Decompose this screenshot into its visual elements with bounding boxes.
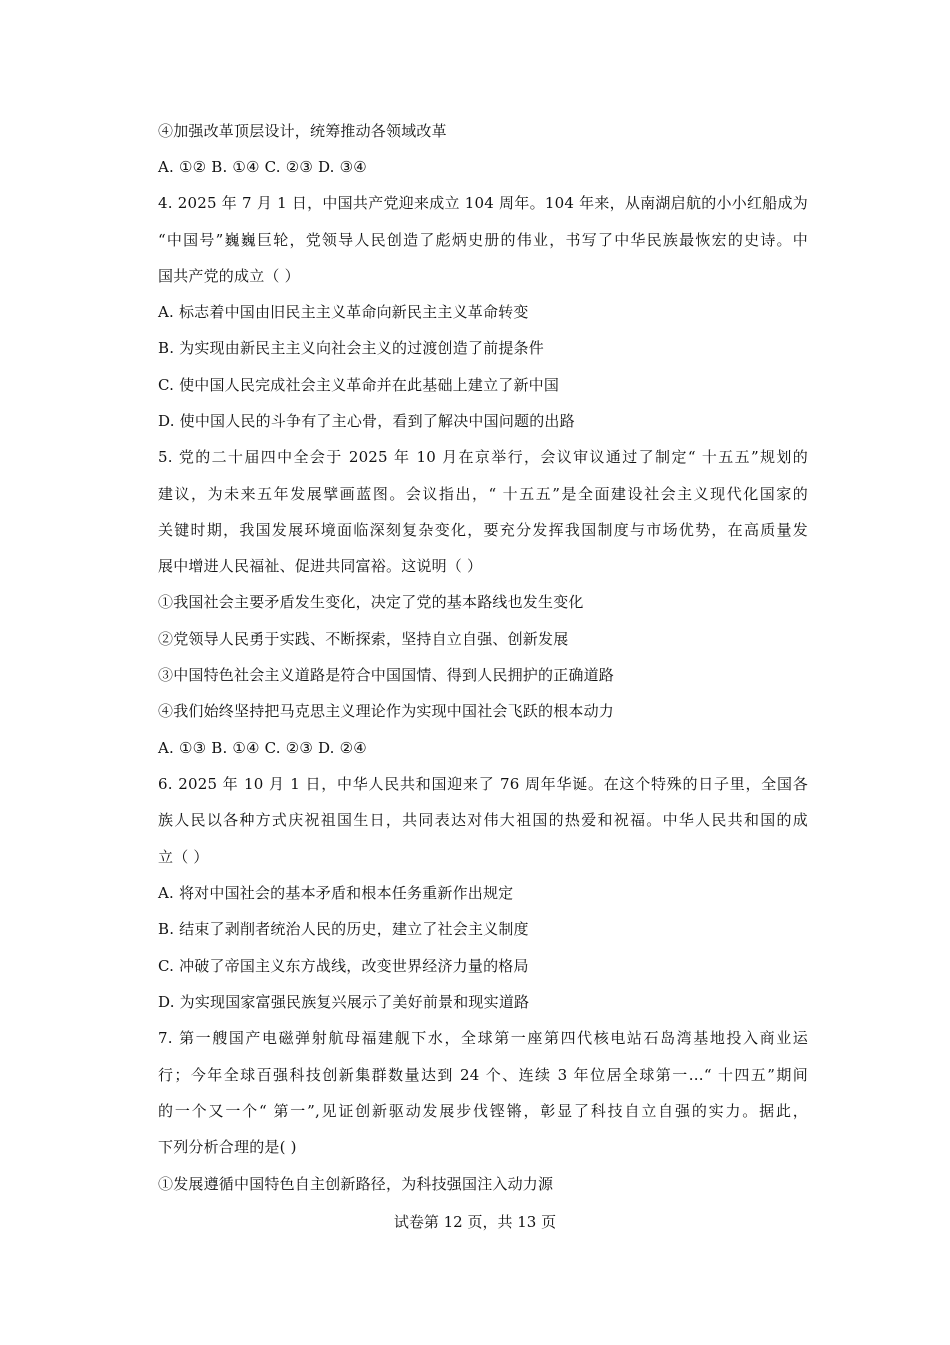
question-6-option-c: C. 冲破了帝国主义东方战线，改变世界经济力量的格局 [158,957,529,975]
question-4-text: “中国号”巍巍巨轮，党领导人民创造了彪炳史册的伟业，书写了中华民族最恢宏的史诗。中 [158,231,808,249]
question-6-text: 族人民以各种方式庆祝祖国生日，共同表达对伟大祖国的热爱和祝福。中华人民共和国的成 [158,811,808,829]
question-6-text: 立（ ） [158,848,209,866]
page-footer: 试卷第 12 页，共 13 页 [393,1213,557,1231]
question-4-option-d: D. 使中国人民的斗争有了主心骨，看到了解决中国问题的出路 [158,412,575,430]
question-4-text: 国共产党的成立（ ） [158,267,300,285]
question-5-text: 5. 党的二十届四中全会于 2025 年 10 月在京举行，会议审议通过了制定“ 十五五”规划的 [158,448,808,466]
question-5-text: 关键时期，我国发展环境面临深刻复杂变化，要充分发挥我国制度与市场优势，在高质量发 [158,521,808,539]
question-4-option-c: C. 使中国人民完成社会主义革命并在此基础上建立了新中国 [158,376,560,394]
question-5-statement-2: ②党领导人民勇于实践、不断探索，坚持自立自强、创新发展 [158,630,569,648]
question-4-option-a: A. 标志着中国由旧民主主义革命向新民主主义革命转变 [158,303,529,321]
question-5-text: 建议，为未来五年发展擘画蓝图。会议指出，“ 十五五”是全面建设社会主义现代化国家的 [158,485,808,503]
question-5-statement-4: ④我们始终坚持把马克思主义理论作为实现中国社会飞跃的根本动力 [158,702,615,720]
option-line: ④加强改革顶层设计，统筹推动各领域改革 [158,122,447,140]
question-6-option-a: A. 将对中国社会的基本矛盾和根本任务重新作出规定 [158,884,514,902]
question-7-text: 7. 第一艘国产电磁弹射航母福建舰下水，全球第一座第四代核电站石岛湾基地投入商业运 [158,1029,808,1047]
question-6-option-d: D. 为实现国家富强民族复兴展示了美好前景和现实道路 [158,993,530,1011]
question-6-text: 6. 2025 年 10 月 1 日，中华人民共和国迎来了 76 周年华诞。在这个特殊的日子里，全国各 [158,775,808,793]
question-7-statement-1: ①发展遵循中国特色自主创新路径，为科技强国注入动力源 [158,1175,554,1193]
answer-choices: A. ①② B. ①④ C. ②③ D. ③④ [158,158,367,176]
question-5-statement-3: ③中国特色社会主义道路是符合中国国情、得到人民拥护的正确道路 [158,666,615,684]
question-7-text: 下列分析合理的是( ) [158,1138,297,1156]
question-4-text: 4. 2025 年 7 月 1 日，中国共产党迎来成立 104 周年。104 年来，从南湖启航的小小红船成为 [158,194,808,212]
question-7-text: 行；今年全球百强科技创新集群数量达到 24 个、连续 3 年位居全球第一…“ 十四五”期间 [158,1066,808,1084]
question-4-option-b: B. 为实现由新民主主义向社会主义的过渡创造了前提条件 [158,339,544,357]
question-5-text: 展中增进人民福祉、促进共同富裕。这说明（ ） [158,557,483,575]
question-5-answer-choices: A. ①③ B. ①④ C. ②③ D. ②④ [158,739,367,757]
question-6-option-b: B. 结束了剥削者统治人民的历史，建立了社会主义制度 [158,920,529,938]
question-7-text: 的一个又一个“ 第一”,见证创新驱动发展步伐铿锵，彰显了科技自立自强的实力。据此， [158,1102,808,1120]
question-5-statement-1: ①我国社会主要矛盾发生变化，决定了党的基本路线也发生变化 [158,593,584,611]
